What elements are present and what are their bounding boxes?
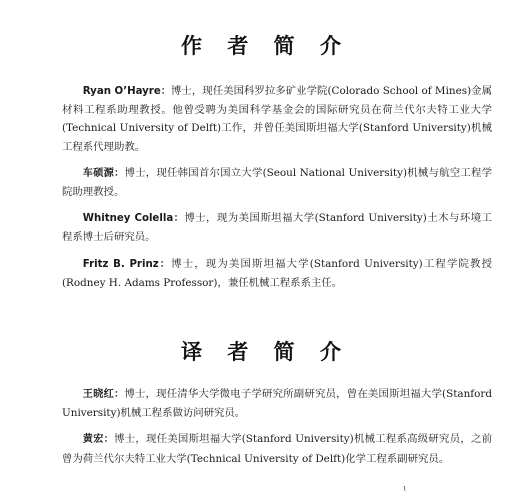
translator-entry (62, 385, 492, 422)
translators-list (62, 385, 492, 476)
author-entry (62, 164, 492, 201)
page-mark: ɩ (403, 484, 407, 494)
authors-list (62, 82, 492, 300)
author-bio: 博士，现为美国斯坦福大学(Stanford University)工程学院教授(Rodney H. Adams Professor)，兼任机械工程系系主任。 (62, 257, 493, 289)
author-bio: 博士，现任韩国首尔国立大学(Seoul National University)机械与航空工程学院助理教授。 (62, 166, 492, 199)
author-entry (62, 209, 492, 246)
author-entry (62, 255, 492, 292)
author-entry (62, 82, 492, 156)
author-name: 车硕源： (82, 167, 125, 179)
author-bio: 博士，现任美国科罗拉多矿业学院(Colorado School of Mines)金属材料工程系助理教授。他曾受聘为美国科学基金会的国际研究员在荷兰代尔夫特工业大学(Technical University of Delft)工作，并曾任美国斯坦福大学(Stanford University)机械工程系代理助教。 (62, 85, 492, 153)
translator-entry (62, 430, 492, 467)
author-name: Fritz B. Prinz： (82, 258, 172, 270)
author-bio: 博士，现为美国斯坦福大学(Stanford University)土木与环境工程系博士后研究员。 (62, 212, 492, 244)
author-name: Whitney Colella： (82, 213, 185, 225)
author-name: Ryan O’Hayre： (82, 86, 171, 97)
authors-section-title: 作 者 简 介 (181, 33, 350, 58)
translator-name: 王晓红： (82, 389, 125, 400)
translators-section-title: 译 者 简 介 (181, 339, 350, 364)
translator-name: 黄宏： (82, 434, 115, 446)
translator-bio: 博士，现任清华大学微电子学研究所副研究员，曾在美国斯坦福大学(Stanford University)机械工程系做访问研究员。 (62, 388, 493, 420)
translator-bio: 博士，现任美国斯坦福大学(Stanford University)机械工程系高级研究员，之前曾为荷兰代尔夫特工业大学(Technical University of Delft)化学工程系副研究员。 (62, 433, 492, 465)
